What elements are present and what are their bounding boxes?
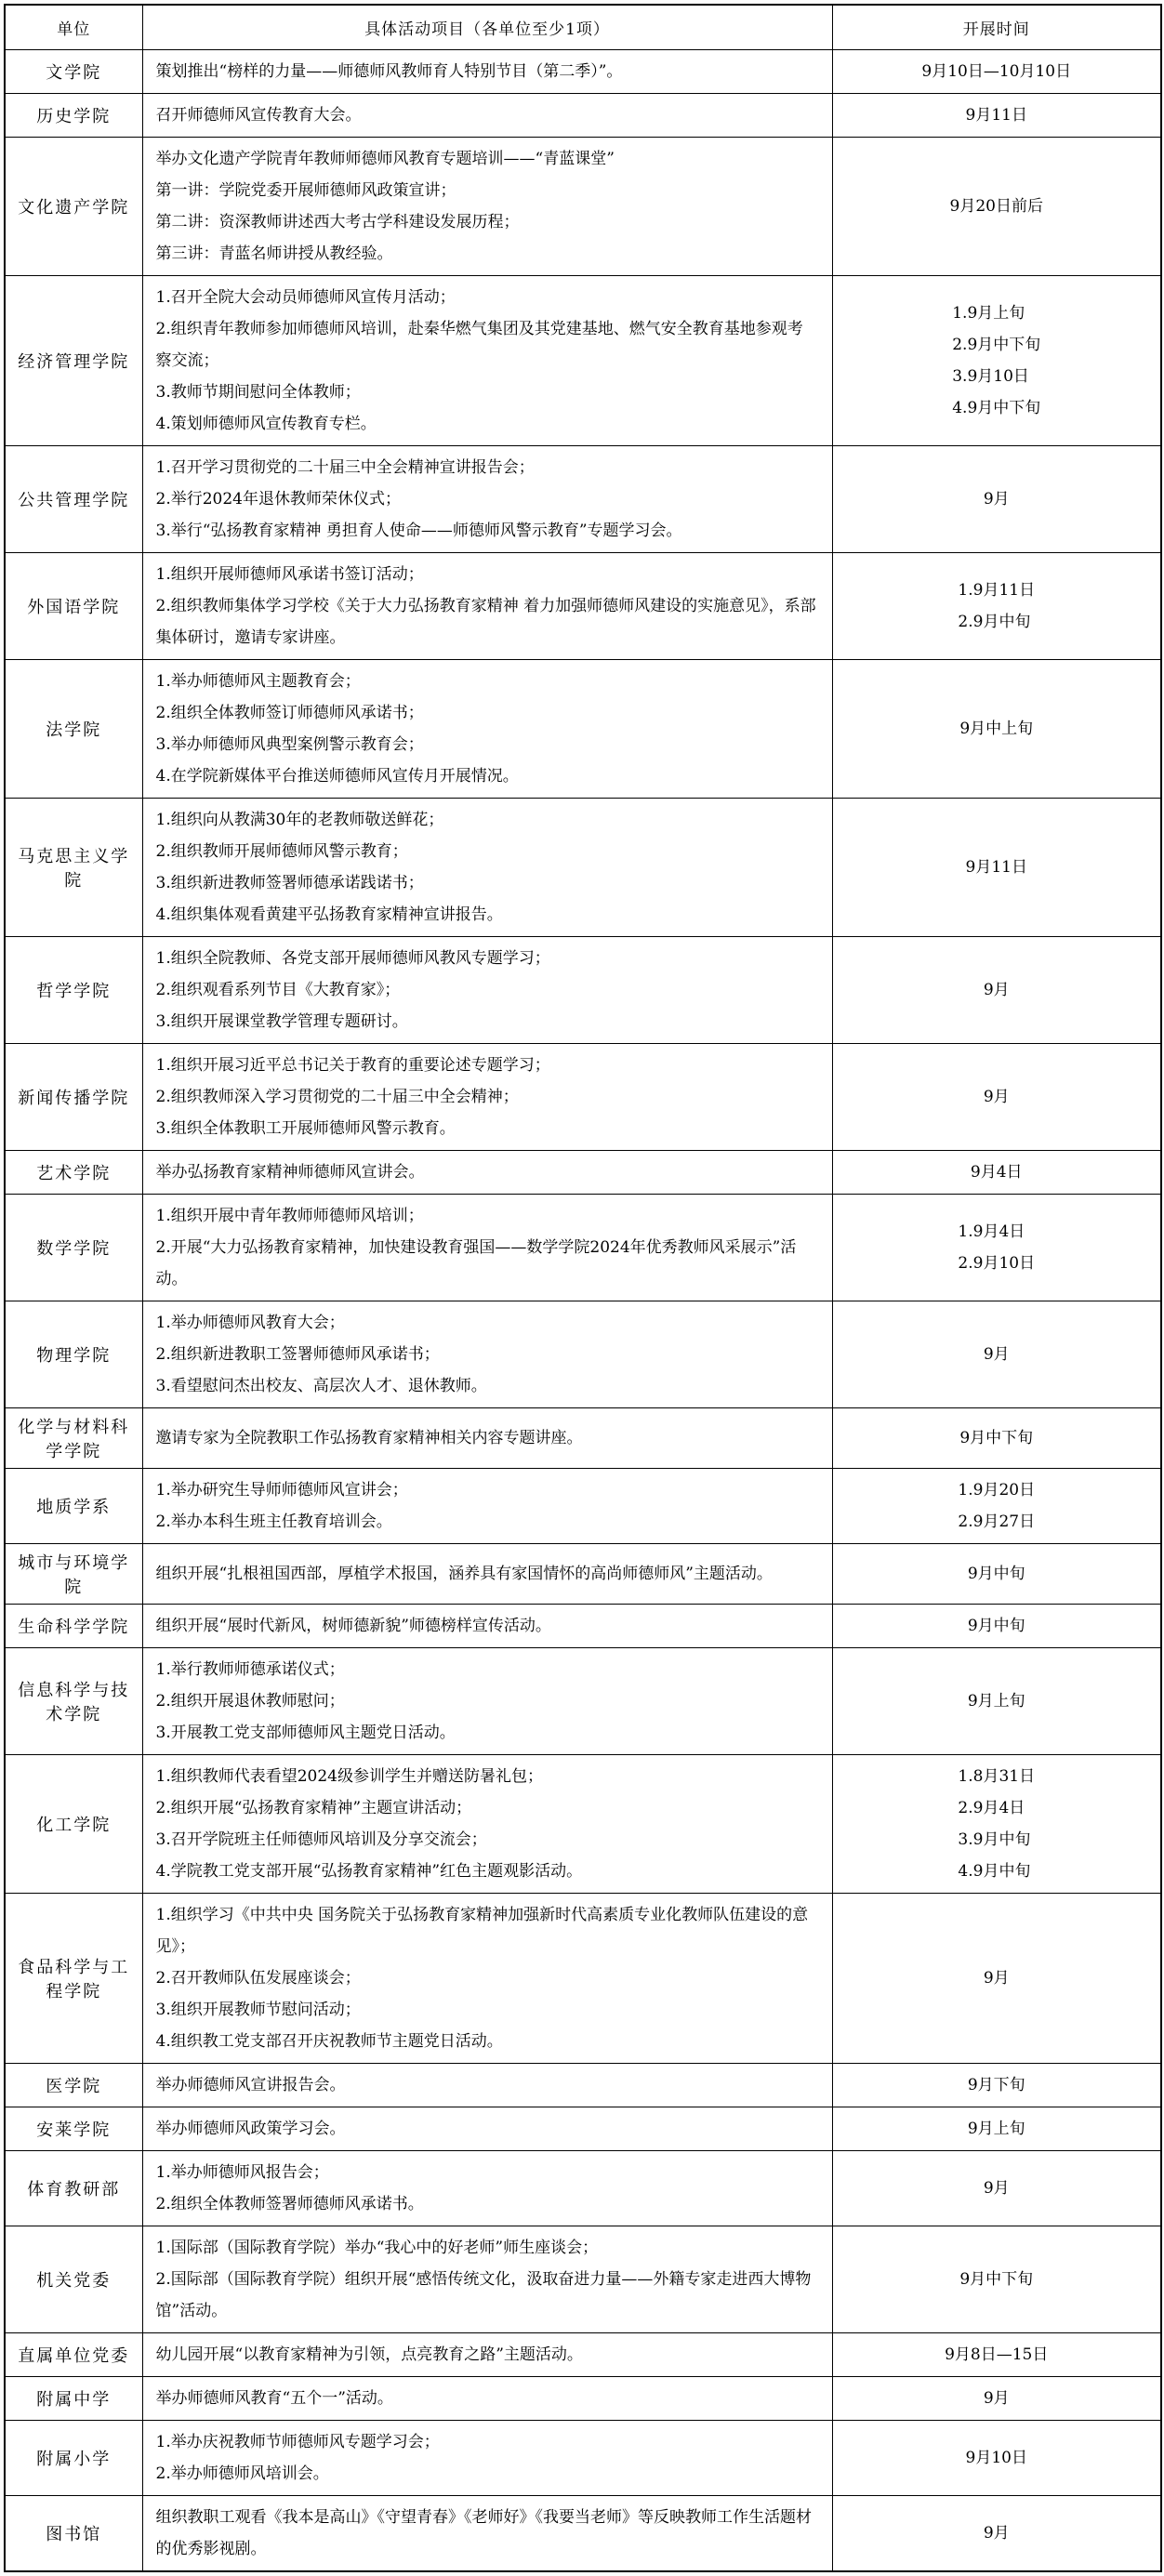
activity-line: 组织开展“展时代新风，树师德新貌”师德榜样宣传活动。 [155, 1617, 551, 1635]
table-row [5, 1544, 1161, 1605]
time-cell [832, 2496, 1161, 2572]
activities-cell [142, 1408, 832, 1469]
unit-cell: 经济管理学院 [5, 276, 142, 446]
activity-line: 1.举办师德师风报告会； [155, 2163, 329, 2182]
unit-cell: 数学学院 [5, 1195, 142, 1301]
unit-cell: 体育教研部 [5, 2151, 142, 2226]
activities-cell [142, 1195, 832, 1301]
activities-cell [142, 1469, 832, 1544]
activity-line: 2.举办师德师风培训会。 [155, 2464, 329, 2483]
activity-line: 1.举行教师师德承诺仪式； [155, 1660, 345, 1679]
activities-cell [142, 1301, 832, 1408]
time-cell [832, 937, 1161, 1044]
activities-cell [142, 2377, 832, 2421]
table-row [5, 1151, 1161, 1195]
activity-line: 举办师德师风政策学习会。 [155, 2120, 346, 2138]
time-block [984, 2383, 1010, 2414]
time-block [958, 1761, 1035, 1887]
header-activities: 具体活动项目（各单位至少1项） [142, 5, 832, 50]
time-cell [832, 2226, 1161, 2333]
time-line: 2.9月4日 [958, 1799, 1025, 1817]
table-row [5, 2421, 1161, 2496]
time-line: 9月 [983, 1969, 1010, 1988]
table-body [5, 50, 1161, 2572]
activity-line: 1.组织开展中青年教师师德师风培训； [155, 1207, 424, 1225]
time-cell [832, 276, 1161, 446]
activity-line: 2.举办本科生班主任教育培训会。 [155, 1513, 392, 1531]
unit-cell: 食品科学与工程学院 [5, 1894, 142, 2064]
activity-line: 1.国际部（国际教育学院）举办“我心中的好老师”师生座谈会； [155, 2239, 599, 2257]
time-cell [832, 660, 1161, 799]
time-block [958, 575, 1035, 638]
unit-cell: 法学院 [5, 660, 142, 799]
time-cell [832, 553, 1161, 660]
time-cell [832, 1894, 1161, 2064]
time-block [984, 1339, 1010, 1370]
table-row [5, 276, 1161, 446]
activity-line: 幼儿园开展“以教育家精神为引领，点亮教育之路”主题活动。 [155, 2345, 583, 2364]
activity-line: 3.举办师德师风典型案例警示教育会； [155, 735, 424, 754]
time-cell [832, 1408, 1161, 1469]
time-block [984, 974, 1010, 1006]
time-block [921, 56, 1071, 87]
unit-cell: 地质学系 [5, 1469, 142, 1544]
unit-cell: 历史学院 [5, 94, 142, 138]
activity-line: 举办弘扬教育家精神师德师风宣讲会。 [155, 1163, 425, 1182]
activity-line: 4.组织教工党支部召开庆祝教师节主题党日活动。 [155, 2032, 503, 2051]
table-row [5, 1469, 1161, 1544]
table-row [5, 1301, 1161, 1408]
table-row [5, 1044, 1161, 1151]
activities-cell [142, 2421, 832, 2496]
time-block [971, 1156, 1023, 1188]
table-row [5, 446, 1161, 553]
time-block [950, 191, 1043, 222]
time-block [945, 2339, 1048, 2371]
time-block [968, 1558, 1025, 1590]
activities-cell [142, 50, 832, 94]
time-cell [832, 2151, 1161, 2226]
table-row [5, 2151, 1161, 2226]
activity-line: 2.组织教师集体学习学校《关于大力弘扬教育家精神 着力加强师德师风建设的实施意见》，系部集体研讨，邀请专家讲座。 [155, 597, 816, 647]
activities-cell [142, 2496, 832, 2572]
time-line: 9月11日 [965, 106, 1027, 125]
time-line: 9月 [983, 981, 1010, 999]
activities-cell [142, 138, 832, 276]
unit-cell: 生命科学学院 [5, 1605, 142, 1648]
table-row [5, 94, 1161, 138]
time-cell [832, 1648, 1161, 1755]
time-line: 3.9月中旬 [958, 1830, 1031, 1849]
activities-cell [142, 937, 832, 1044]
activity-line: 3.教师节期间慰问全体教师； [155, 383, 361, 402]
time-line: 9月中下旬 [959, 2270, 1034, 2289]
activity-line: 1.组织开展师德师风承诺书签订活动； [155, 565, 424, 584]
time-block [968, 1685, 1025, 1717]
activity-line: 2.组织教师深入学习贯彻党的二十届三中全会精神； [155, 1088, 519, 1106]
activities-cell [142, 1544, 832, 1605]
activity-line: 第三讲：青蓝名师讲授从教经验。 [155, 244, 393, 263]
unit-cell: 文学院 [5, 50, 142, 94]
time-block [984, 2517, 1010, 2549]
table-row [5, 2333, 1161, 2377]
time-line: 1.9月20日 [958, 1481, 1036, 1499]
unit-cell: 信息科学与技术学院 [5, 1648, 142, 1755]
time-line: 1.9月4日 [958, 1222, 1025, 1241]
time-line: 9月上旬 [967, 2120, 1025, 2138]
unit-cell: 艺术学院 [5, 1151, 142, 1195]
header-time: 开展时间 [832, 5, 1161, 50]
time-line: 9月4日 [970, 1163, 1023, 1182]
table-row [5, 2107, 1161, 2151]
table-row [5, 937, 1161, 1044]
activity-line: 1.组织学习《中共中央 国务院关于弘扬教育家精神加强新时代高素质专业化教师队伍建设的意见》； [155, 1906, 809, 1956]
activity-line: 2.组织新进教职工签署师德师风承诺书； [155, 1345, 440, 1364]
activity-line: 4.组织集体观看黄建平弘扬教育家精神宣讲报告。 [155, 905, 503, 924]
unit-cell: 医学院 [5, 2064, 142, 2107]
activity-line: 召开师德师风宣传教育大会。 [155, 106, 362, 125]
activities-cell [142, 1151, 832, 1195]
activity-line: 2.组织全体教师签署师德师风承诺书。 [155, 2195, 424, 2213]
time-cell [832, 50, 1161, 94]
activity-line: 4.在学院新媒体平台推送师德师风宣传月开展情况。 [155, 767, 519, 786]
activity-line: 举办师德师风宣讲报告会。 [155, 2076, 346, 2094]
activity-line: 1.组织全院教师、各党支部开展师德师风教风专题学习； [155, 949, 550, 968]
time-block [966, 852, 1027, 883]
time-block [952, 297, 1040, 424]
table-row [5, 2496, 1161, 2572]
time-block [984, 1081, 1010, 1113]
activity-line: 1.举办研究生导师师德师风宣讲会； [155, 1481, 408, 1499]
time-line: 9月下旬 [967, 2076, 1025, 2094]
activity-line: 3.看望慰问杰出校友、高层次人才、退休教师。 [155, 1377, 487, 1395]
time-block [984, 2173, 1010, 2204]
time-line: 9月 [983, 1088, 1010, 1106]
activity-line: 2.组织观看系列节目《大教育家》； [155, 981, 401, 999]
activities-cell [142, 276, 832, 446]
unit-cell: 化工学院 [5, 1755, 142, 1894]
activity-line: 2.举行2024年退休教师荣休仪式； [155, 490, 401, 509]
table-row [5, 553, 1161, 660]
unit-cell: 附属小学 [5, 2421, 142, 2496]
activity-line: 2.组织开展“弘扬教育家精神”主题宣讲活动； [155, 1799, 472, 1817]
time-block [958, 1474, 1035, 1538]
unit-cell: 城市与环境学院 [5, 1544, 142, 1605]
time-cell [832, 2333, 1161, 2377]
activities-cell [142, 799, 832, 937]
table-row [5, 1755, 1161, 1894]
time-block [984, 483, 1010, 515]
time-line: 9月10日—10月10日 [921, 62, 1072, 81]
time-cell [832, 1605, 1161, 1648]
time-cell [832, 1044, 1161, 1151]
time-line: 9月10日 [965, 2449, 1027, 2467]
activity-line: 第一讲：学院党委开展师德师风政策宣讲； [155, 181, 456, 200]
table-row [5, 2226, 1161, 2333]
activity-line: 2.组织教师开展师德师风警示教育； [155, 842, 408, 861]
unit-cell: 文化遗产学院 [5, 138, 142, 276]
time-line: 9月11日 [965, 858, 1027, 877]
time-block [959, 2264, 1033, 2295]
time-cell [832, 1755, 1161, 1894]
time-line: 9月 [983, 1345, 1010, 1364]
time-line: 1.9月上旬 [952, 304, 1025, 323]
time-cell [832, 446, 1161, 553]
unit-cell: 公共管理学院 [5, 446, 142, 553]
activity-line: 邀请专家为全院教职工作弘扬教育家精神相关内容专题讲座。 [155, 1429, 583, 1447]
time-cell [832, 2421, 1161, 2496]
time-line: 9月 [983, 2179, 1010, 2198]
activity-line: 4.策划师德师风宣传教育专栏。 [155, 415, 377, 433]
activity-line: 3.组织全体教职工开展师德师风警示教育。 [155, 1119, 456, 1138]
table-row [5, 50, 1161, 94]
table-row [5, 1195, 1161, 1301]
time-line: 9月 [983, 2389, 1010, 2408]
time-line: 1.9月11日 [958, 581, 1036, 600]
table-row [5, 138, 1161, 276]
activity-line: 2.组织青年教师参加师德师风培训，赴秦华燃气集团及其党建基地、燃气安全教育基地参观考察交流； [155, 320, 803, 370]
activities-cell [142, 94, 832, 138]
activity-line: 第二讲：资深教师讲述西大考古学科建设发展历程； [155, 213, 520, 231]
time-block [959, 1422, 1033, 1454]
time-block [968, 1610, 1025, 1642]
activities-cell [142, 553, 832, 660]
time-line: 2.9月中下旬 [952, 336, 1041, 354]
time-block [984, 1962, 1010, 1994]
activity-line: 2.组织全体教师签订师德师风承诺书； [155, 704, 424, 722]
unit-cell: 化学与材料科学学院 [5, 1408, 142, 1469]
activity-line: 2.组织开展退休教师慰问； [155, 1692, 345, 1711]
time-line: 9月 [983, 2524, 1010, 2543]
time-line: 3.9月10日 [952, 367, 1029, 386]
time-line: 4.9月中旬 [958, 1862, 1031, 1881]
unit-cell: 新闻传播学院 [5, 1044, 142, 1151]
time-block [966, 2442, 1027, 2474]
activity-line: 1.组织开展习近平总书记关于教育的重要论述专题学习； [155, 1056, 550, 1075]
time-block [958, 1216, 1035, 1279]
table-row [5, 660, 1161, 799]
time-cell [832, 2064, 1161, 2107]
time-cell [832, 2107, 1161, 2151]
time-cell [832, 1151, 1161, 1195]
activity-line: 3.开展教工党支部师德师风主题党日活动。 [155, 1724, 456, 1742]
activity-line: 3.组织开展教师节慰问活动； [155, 2001, 361, 2019]
activities-cell [142, 660, 832, 799]
table-row [5, 1894, 1161, 2064]
time-line: 9月中旬 [967, 1617, 1025, 1635]
activity-line: 举办师德师风教育“五个一”活动。 [155, 2389, 393, 2408]
unit-cell: 附属中学 [5, 2377, 142, 2421]
table-row [5, 799, 1161, 937]
activity-schedule-table [4, 4, 1162, 2572]
time-cell [832, 1469, 1161, 1544]
time-line: 9月中上旬 [959, 720, 1034, 738]
unit-cell: 安莱学院 [5, 2107, 142, 2151]
table-row [5, 2064, 1161, 2107]
time-line: 9月 [983, 490, 1010, 509]
unit-cell: 物理学院 [5, 1301, 142, 1408]
activity-line: 1.举办师德师风主题教育会； [155, 672, 361, 691]
activity-line: 3.举行“弘扬教育家精神 勇担育人使命——师德师风警示教育”专题学习会。 [155, 522, 682, 540]
time-cell [832, 1544, 1161, 1605]
table-row [5, 1408, 1161, 1469]
table-row [5, 2377, 1161, 2421]
activity-line: 举办文化遗产学院青年教师师德师风教育专题培训——“青蓝课堂” [155, 150, 615, 168]
activity-line: 组织教职工观看《我本是高山》《守望青春》《老师好》《我要当老师》等反映教师工作生活题材的优秀影视剧。 [155, 2508, 812, 2558]
time-line: 2.9月中旬 [958, 613, 1031, 631]
activity-line: 1.召开全院大会动员师德师风宣传月活动； [155, 288, 456, 307]
activity-line: 3.组织开展课堂教学管理专题研讨。 [155, 1012, 408, 1031]
time-block [968, 2113, 1025, 2145]
time-line: 4.9月中下旬 [952, 399, 1041, 417]
time-block [968, 2069, 1025, 2101]
header-row [5, 5, 1161, 50]
activity-line: 1.举办庆祝教师节师德师风专题学习会； [155, 2433, 440, 2451]
activity-line: 3.召开学院班主任师德师风培训及分享交流会； [155, 1830, 487, 1849]
time-block [966, 99, 1027, 131]
activities-cell [142, 1648, 832, 1755]
time-cell [832, 1301, 1161, 1408]
table-row [5, 1648, 1161, 1755]
time-line: 9月20日前后 [949, 197, 1043, 216]
time-line: 9月中旬 [967, 1565, 1025, 1583]
activities-cell [142, 1755, 832, 1894]
unit-cell: 外国语学院 [5, 553, 142, 660]
time-cell [832, 94, 1161, 138]
activity-line: 策划推出“榜样的力量——师德师风教师育人特别节目（第二季）”。 [155, 62, 623, 81]
activities-cell [142, 2333, 832, 2377]
activity-line: 1.举办师德师风教育大会； [155, 1314, 345, 1332]
activity-line: 3.组织新进教师签署师德承诺践诺书； [155, 874, 424, 892]
activities-cell [142, 2064, 832, 2107]
activity-line: 2.开展“大力弘扬教育家精神，加快建设教育强国——数学学院2024年优秀教师风采展示”活动。 [155, 1238, 797, 1288]
unit-cell: 图书馆 [5, 2496, 142, 2572]
activities-cell [142, 1894, 832, 2064]
time-cell [832, 1195, 1161, 1301]
time-line: 2.9月10日 [958, 1254, 1036, 1273]
time-line: 9月中下旬 [959, 1429, 1034, 1447]
activities-cell [142, 2107, 832, 2151]
activity-line: 组织开展“扎根祖国西部，厚植学术报国，涵养具有家国情怀的高尚师德师风”主题活动。 [155, 1565, 773, 1583]
time-cell [832, 138, 1161, 276]
activity-line: 2.国际部（国际教育学院）组织开展“感悟传统文化，汲取奋进力量——外籍专家走进西大博物馆”活动。 [155, 2270, 812, 2320]
time-cell [832, 799, 1161, 937]
activity-line: 2.召开教师队伍发展座谈会； [155, 1969, 361, 1988]
activity-line: 4.学院教工党支部开展“弘扬教育家精神”红色主题观影活动。 [155, 1862, 583, 1881]
unit-cell: 直属单位党委 [5, 2333, 142, 2377]
table-row [5, 1605, 1161, 1648]
time-line: 9月8日—15日 [945, 2345, 1049, 2364]
activities-cell [142, 1044, 832, 1151]
time-line: 1.8月31日 [958, 1767, 1036, 1786]
time-line: 9月上旬 [967, 1692, 1025, 1711]
activity-line: 1.召开学习贯彻党的二十届三中全会精神宣讲报告会； [155, 458, 535, 477]
header-unit: 单位 [5, 5, 142, 50]
activities-cell [142, 2226, 832, 2333]
activities-cell [142, 2151, 832, 2226]
unit-cell: 哲学学院 [5, 937, 142, 1044]
time-line: 2.9月27日 [958, 1513, 1036, 1531]
activities-cell [142, 1605, 832, 1648]
time-block [959, 713, 1033, 745]
unit-cell: 机关党委 [5, 2226, 142, 2333]
unit-cell: 马克思主义学院 [5, 799, 142, 937]
activity-line: 1.组织教师代表看望2024级参训学生并赠送防暑礼包； [155, 1767, 543, 1786]
activity-line: 1.组织向从教满30年的老教师敬送鲜花； [155, 811, 444, 829]
activities-cell [142, 446, 832, 553]
time-cell [832, 2377, 1161, 2421]
